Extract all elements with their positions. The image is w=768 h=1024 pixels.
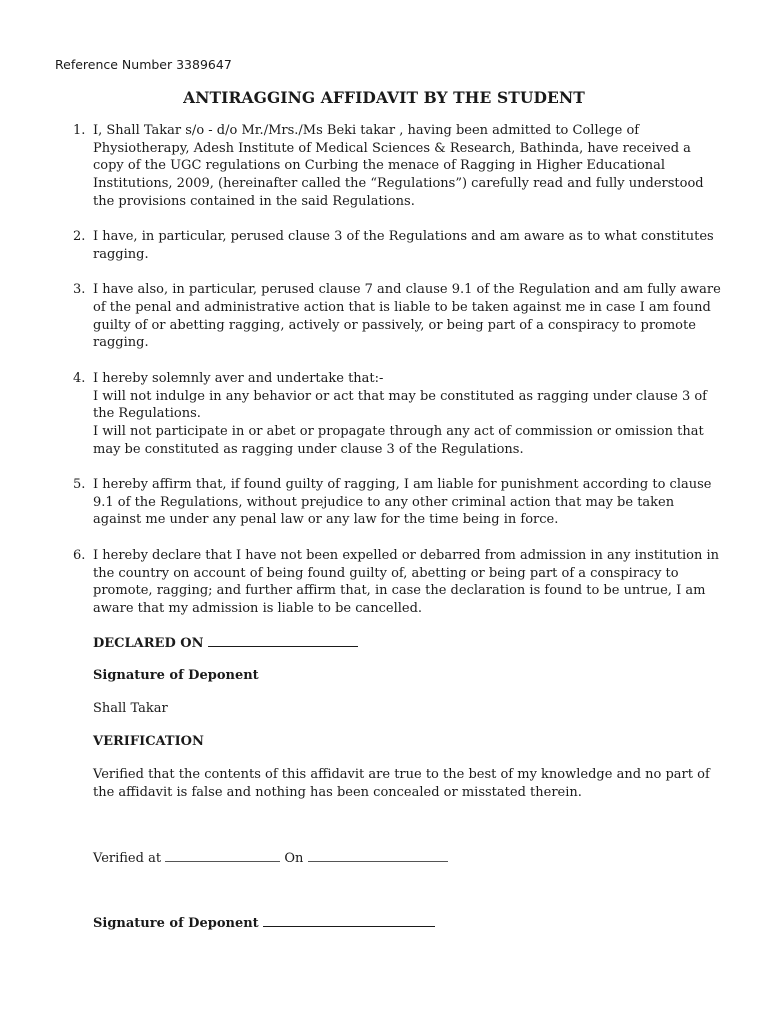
clause-line: I, Shall Takar s/o - d/o Mr./Mrs./Ms Beki takar , having been admitted to College of: [93, 123, 640, 138]
clause-line: I hereby solemnly aver and undertake that:-: [93, 370, 384, 386]
clause-line: I have also, in particular, perused clause 7 and clause 9.1 of the Regulation and am fully aware: [93, 282, 721, 298]
declared-on-row: [93, 634, 358, 653]
clause-line: I have, in particular, perused clause 3 of the Regulations and am aware as to what constitutes: [93, 229, 714, 245]
clause-line: Physiotherapy, Adesh Institute of Medical Sciences & Research, Bathinda, have received a: [93, 140, 691, 156]
clause-line: may be constituted as ragging under clause 3 of the Regulations.: [93, 441, 524, 457]
clause-line: promote, ragging; and further affirm that, in case the declaration is found to be untrue, I am: [93, 583, 706, 599]
clause-line: against me under any penal law or any law for the time being in force.: [93, 512, 559, 528]
clause-item: [0, 476, 718, 529]
clause-number: 4.: [73, 370, 86, 386]
clause-line: I hereby affirm that, if found guilty of ragging, I am liable for punishment according to clause: [93, 477, 712, 492]
clause-number: 3.: [73, 282, 86, 298]
verification-line: Verified that the contents of this affidavit are true to the best of my knowledge and no part of: [93, 767, 710, 782]
clause-line: the provisions contained in the said Regulations.: [93, 193, 415, 209]
final-signature-label: Signature of Deponent: [93, 916, 259, 931]
reference-number: Reference Number 3389647: [55, 57, 232, 72]
clause-line: I will not participate in or abet or propagate through any act of commission or omission that: [93, 423, 704, 439]
clause-item: [0, 281, 721, 352]
on-label: On: [284, 851, 304, 866]
declared-on-date-blank[interactable]: [208, 634, 358, 647]
clause-number: 5.: [73, 477, 86, 492]
clause-number: 6.: [73, 547, 86, 563]
signature-label: Signature of Deponent: [93, 668, 259, 683]
deponent-name: Shall Takar: [93, 701, 168, 716]
clause-line: guilty of or abetting ragging, actively or passively, or being part of a conspiracy to promote: [93, 317, 696, 333]
clause-line: Institutions, 2009, (hereinafter called the “Regulations”) carefully read and fully understood: [93, 176, 704, 192]
clause-line: copy of the UGC regulations on Curbing the menace of Ragging in Higher Educational: [93, 158, 666, 174]
clause-line: I will not indulge in any behavior or act that may be constituted as ragging under clause 3 of: [93, 388, 707, 404]
clause-number: 2.: [73, 229, 86, 245]
affidavit-clauses: [0, 122, 768, 635]
clause-line: the country on account of being found guilty of, abetting or being part of a conspiracy to: [93, 565, 679, 581]
verification-line: the affidavit is false and nothing has been concealed or misstated therein.: [93, 784, 582, 800]
verification-heading: VERIFICATION: [93, 734, 204, 749]
clause-line: the Regulations.: [93, 406, 201, 422]
final-signature-blank[interactable]: [263, 914, 435, 927]
clause-number: 1.: [73, 123, 86, 138]
verified-on-date-blank[interactable]: [308, 849, 448, 862]
verified-at-place-blank[interactable]: [165, 849, 280, 862]
clause-line: aware that my admission is liable to be cancelled.: [93, 600, 423, 616]
clause-line: ragging.: [93, 246, 149, 262]
verification-text: [93, 766, 710, 801]
clause-line: 9.1 of the Regulations, without prejudice to any other criminal action that may be taken: [93, 494, 675, 510]
clause-item: [0, 370, 718, 459]
verified-at-row: [93, 849, 448, 868]
final-signature-row: [93, 914, 435, 933]
verified-at-label: Verified at: [93, 851, 162, 866]
declared-on-label: DECLARED ON: [93, 636, 204, 651]
document-title: ANTIRAGGING AFFIDAVIT BY THE STUDENT: [183, 88, 585, 107]
clause-line: I hereby declare that I have not been expelled or debarred from admission in any institution in: [93, 547, 720, 563]
clause-item: [0, 122, 718, 211]
clause-line: of the penal and administrative action that is liable to be taken against me in case I am found: [93, 300, 711, 315]
clause-item: [0, 547, 718, 618]
clause-line: ragging.: [93, 335, 149, 351]
clause-item: [0, 228, 718, 263]
